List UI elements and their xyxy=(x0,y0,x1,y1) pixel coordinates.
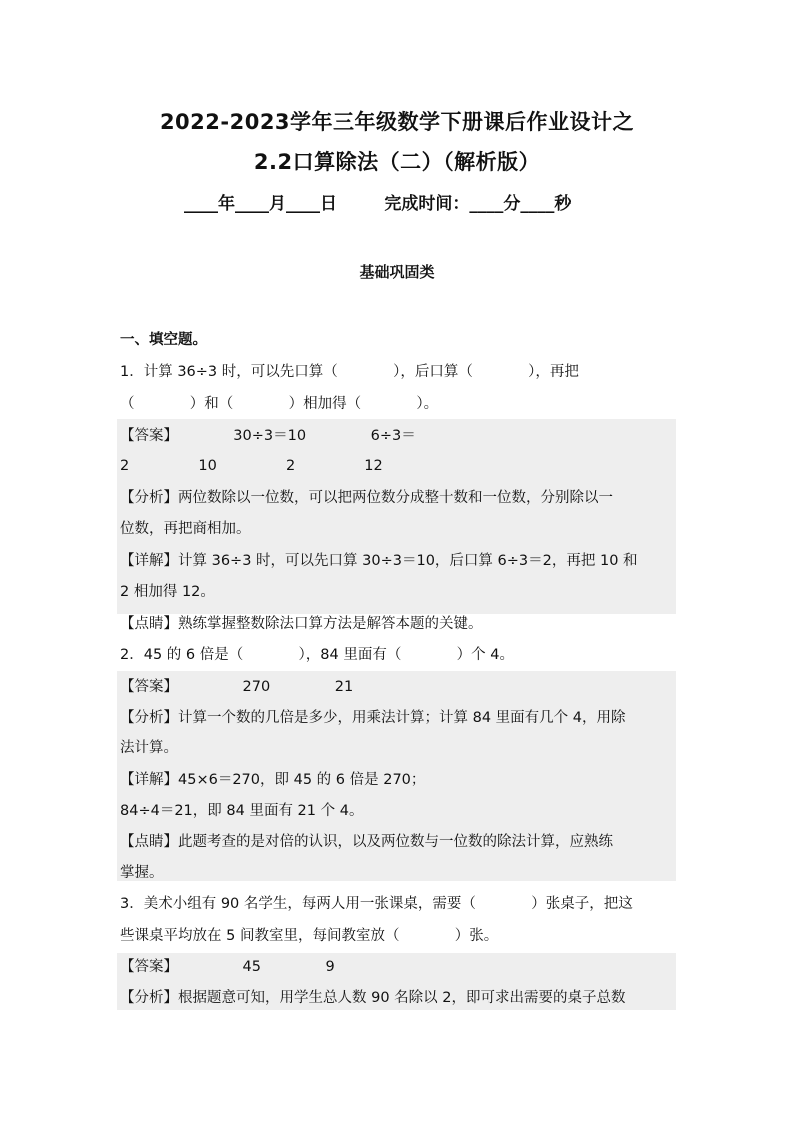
q2-answer: 【答案】 270 21 xyxy=(120,679,354,695)
date-time-line: ____年____月____日 完成时间：____分____秒 xyxy=(184,194,572,214)
q2-detail-line-1: 【详解】45×6＝270，即 45 的 6 倍是 270； xyxy=(120,772,426,788)
section-title: 基础巩固类 xyxy=(359,263,435,281)
q1-answer-line-2: 2 10 2 12 xyxy=(120,458,383,474)
q3-answer: 【答案】 45 9 xyxy=(120,959,335,975)
document-title-line-1: 2022-2023学年三年级数学下册课后作业设计之 xyxy=(159,110,635,134)
q2-point-line-1: 【点睛】此题考查的是对倍的认识，以及两位数与一位数的除法计算，应熟练 xyxy=(120,834,613,850)
part-heading: 一、填空题。 xyxy=(120,332,207,348)
q1-text-line-2: （ ）和（ ）相加得（ ）。 xyxy=(120,396,439,412)
q3-text-line-1: 3．美术小组有 90 名学生，每两人用一张课桌，需要（ ）张桌子，把这 xyxy=(120,896,633,912)
q1-analysis-line-2: 位数，再把商相加。 xyxy=(120,521,251,537)
q2-analysis-line-1: 【分析】计算一个数的几倍是多少，用乘法计算；计算 84 里面有几个 4，用除 xyxy=(120,710,626,726)
q2-analysis-line-2: 法计算。 xyxy=(120,740,178,756)
q1-analysis-line-1: 【分析】两位数除以一位数，可以把两位数分成整十数和一位数，分别除以一 xyxy=(120,490,613,506)
q1-detail-line-2: 2 相加得 12。 xyxy=(120,584,215,600)
q3-text-line-2: 些课桌平均放在 5 间教室里，每间教室放（ ）张。 xyxy=(120,928,499,944)
q1-text-line-1: 1．计算 36÷3 时，可以先口算（ ），后口算（ ），再把 xyxy=(120,364,579,380)
q1-point: 【点睛】熟练掌握整数除法口算方法是解答本题的关键。 xyxy=(120,616,483,632)
document-title-line-2: 2.2口算除法（二）（解析版） xyxy=(253,150,541,174)
q2-point-line-2: 掌握。 xyxy=(120,865,164,881)
q1-detail-line-1: 【详解】计算 36÷3 时，可以先口算 30÷3＝10，后口算 6÷3＝2，再把 10 和 xyxy=(120,553,638,569)
q3-analysis-line-1: 【分析】根据题意可知，用学生总人数 90 名除以 2，即可求出需要的桌子总数 xyxy=(120,990,626,1006)
q2-detail-line-2: 84÷4＝21，即 84 里面有 21 个 4。 xyxy=(120,803,364,819)
q1-answer-line-1: 【答案】 30÷3＝10 6÷3＝ xyxy=(120,428,416,444)
q2-text: 2．45 的 6 倍是（ ），84 里面有（ ）个 4。 xyxy=(120,647,514,663)
